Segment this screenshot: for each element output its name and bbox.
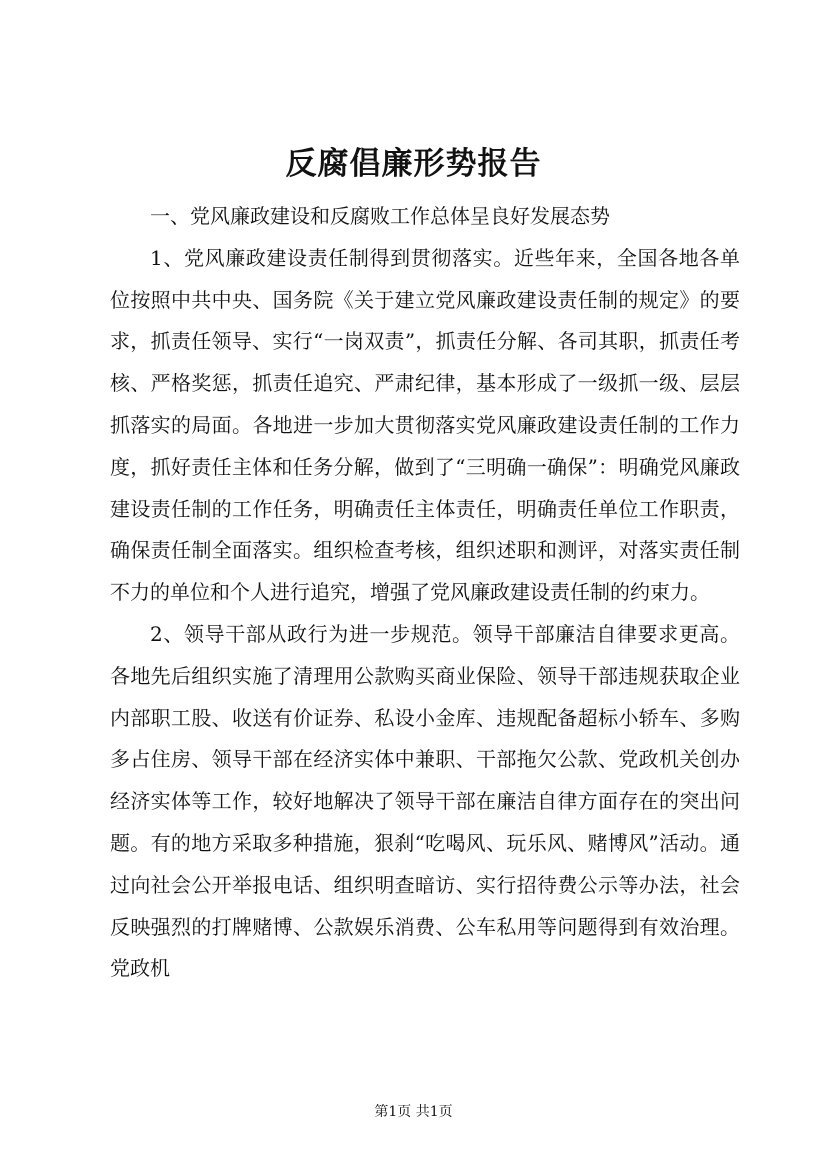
paragraph: 2、领导干部从政行为进一步规范。领导干部廉洁自律要求更高。各地先后组织实施了清理用公款购买商业保险、领导干部违规获取企业内部职工股、收送有价证券、私设小金库、违规配备超标小轿车、多购多占住房、领导干部在经济实体中兼职、干部拖欠公款、党政机关创办经济实体等工作，较好地解决了领导干部在廉洁自律方面存在的突出问题。有的地方采取多种措施，狠刹“吃喝风、玩乐风、赌博风”活动。通过向社会公开举报电话、组织明查暗访、实行招待费公示等办法，社会反映强烈的打牌赌博、公款娱乐消费、公车私用等问题得到有效治理。党政机 [110, 621, 740, 981]
document-title: 反腐倡廉形势报告 [285, 146, 542, 182]
paragraph: 1、党风廉政建设责任制得到贯彻落实。近些年来，全国各地各单位按照中共中央、国务院《关于建立党风廉政建设责任制的规定》的要求，抓责任领导、实行“一岗双责”，抓责任分解、各司其职，抓责任考核、严格奖惩，抓责任追究、严肃纪律，基本形成了一级抓一级、层层抓落实的局面。各地进一步加大贯彻落实党风廉政建设责任制的工作力度，抓好责任主体和任务分解，做到了“三明确一确保”：明确党风廉政建设责任制的工作任务，明确责任主体责任，明确责任单位工作职责，确保责任制全面落实。组织检查考核，组织述职和测评，对落实责任制不力的单位和个人进行追究，增强了党风廉政建设责任制的约束力。 [110, 245, 740, 605]
page-footer: 第1页 共1页 [374, 1104, 453, 1120]
section-heading: 一、党风廉政建设和反腐败工作总体呈良好发展态势 [150, 204, 610, 228]
document-body [110, 196, 740, 990]
